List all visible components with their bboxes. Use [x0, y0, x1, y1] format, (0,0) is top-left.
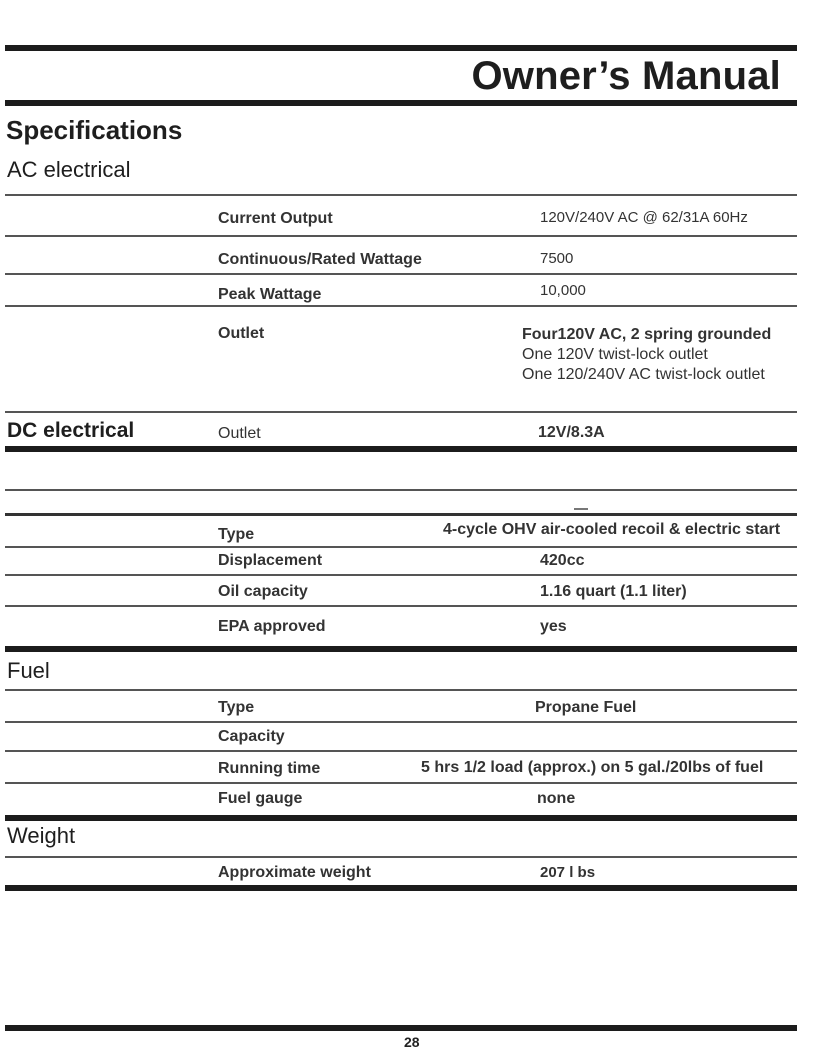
engine-type-label: Type [218, 526, 255, 543]
weight-approx-label: Approximate weight [218, 864, 371, 881]
weight-rule-bottom [5, 885, 797, 891]
fuel-rule-bottom [5, 815, 797, 821]
engine-rule-3 [5, 605, 797, 607]
engine-oil-capacity-value: 1.16 quart (1.1 liter) [540, 583, 687, 600]
engine-displacement-label: Displacement [218, 552, 323, 569]
engine-rule-bottom [5, 646, 797, 652]
fuel-gauge-label: Fuel gauge [218, 790, 303, 807]
engine-rule-b [5, 513, 797, 516]
fuel-rule-1 [5, 721, 797, 723]
ac-outlet-value-line-1: Four120V AC, 2 spring grounded [522, 326, 772, 343]
fuel-running-time-label: Running time [218, 760, 321, 777]
engine-oil-capacity-label: Oil capacity [218, 583, 308, 600]
fuel-type-value: Propane Fuel [535, 699, 637, 716]
section-heading-dc-electrical: DC electrical [7, 419, 135, 442]
ac-rated-wattage-value: 7500 [540, 250, 574, 267]
header-top-rule [5, 45, 797, 51]
fuel-capacity-label: Capacity [218, 728, 285, 745]
fuel-rule-top [5, 689, 797, 691]
ac-rule-2 [5, 273, 797, 275]
fuel-running-time-value: 5 hrs 1/2 load (approx.) on 5 gal./20lbs of fuel [421, 759, 764, 776]
engine-epa-label: EPA approved [218, 618, 326, 635]
section-heading-ac-electrical: AC electrical [7, 157, 131, 182]
dc-outlet-label: Outlet [218, 425, 261, 442]
ac-rule-1 [5, 235, 797, 237]
dc-rule-bottom [5, 446, 797, 452]
page-title: Owner’s Manual [471, 54, 781, 98]
fuel-rule-3 [5, 782, 797, 784]
ac-rated-wattage-label: Continuous/Rated Wattage [218, 251, 422, 268]
dc-rule-top [5, 411, 797, 413]
footer-rule [5, 1025, 797, 1031]
section-heading-fuel: Fuel [7, 658, 50, 683]
fuel-rule-2 [5, 750, 797, 752]
ac-outlet-value-line-2: One 120V twist-lock outlet [522, 346, 708, 363]
section-heading-weight: Weight [7, 823, 76, 848]
ac-current-output-label: Current Output [218, 210, 333, 227]
ac-current-output-value: 120V/240V AC @ 62/31A 60Hz [540, 209, 748, 226]
header-bottom-rule [5, 100, 797, 106]
ac-peak-wattage-label: Peak Wattage [218, 286, 322, 303]
engine-displacement-value: 420cc [540, 552, 585, 569]
stray-mark [574, 508, 588, 510]
weight-approx-value: 207 l bs [540, 864, 596, 881]
fuel-type-label: Type [218, 699, 255, 716]
ac-rule-top [5, 194, 797, 196]
weight-rule-top [5, 856, 797, 858]
ac-outlet-label: Outlet [218, 325, 265, 342]
section-heading-specifications: Specifications [6, 115, 183, 145]
ac-rule-3 [5, 305, 797, 307]
engine-type-value: 4-cycle OHV air-cooled recoil & electric start [443, 521, 781, 538]
ac-outlet-value-line-3: One 120/240V AC twist-lock outlet [522, 366, 765, 383]
dc-outlet-value: 12V/8.3A [538, 424, 605, 441]
engine-rule-1 [5, 546, 797, 548]
page-number: 28 [404, 1034, 420, 1050]
engine-rule-2 [5, 574, 797, 576]
engine-epa-value: yes [540, 618, 567, 635]
ac-peak-wattage-value: 10,000 [540, 282, 586, 299]
engine-rule-a [5, 489, 797, 491]
fuel-gauge-value: none [537, 790, 576, 807]
